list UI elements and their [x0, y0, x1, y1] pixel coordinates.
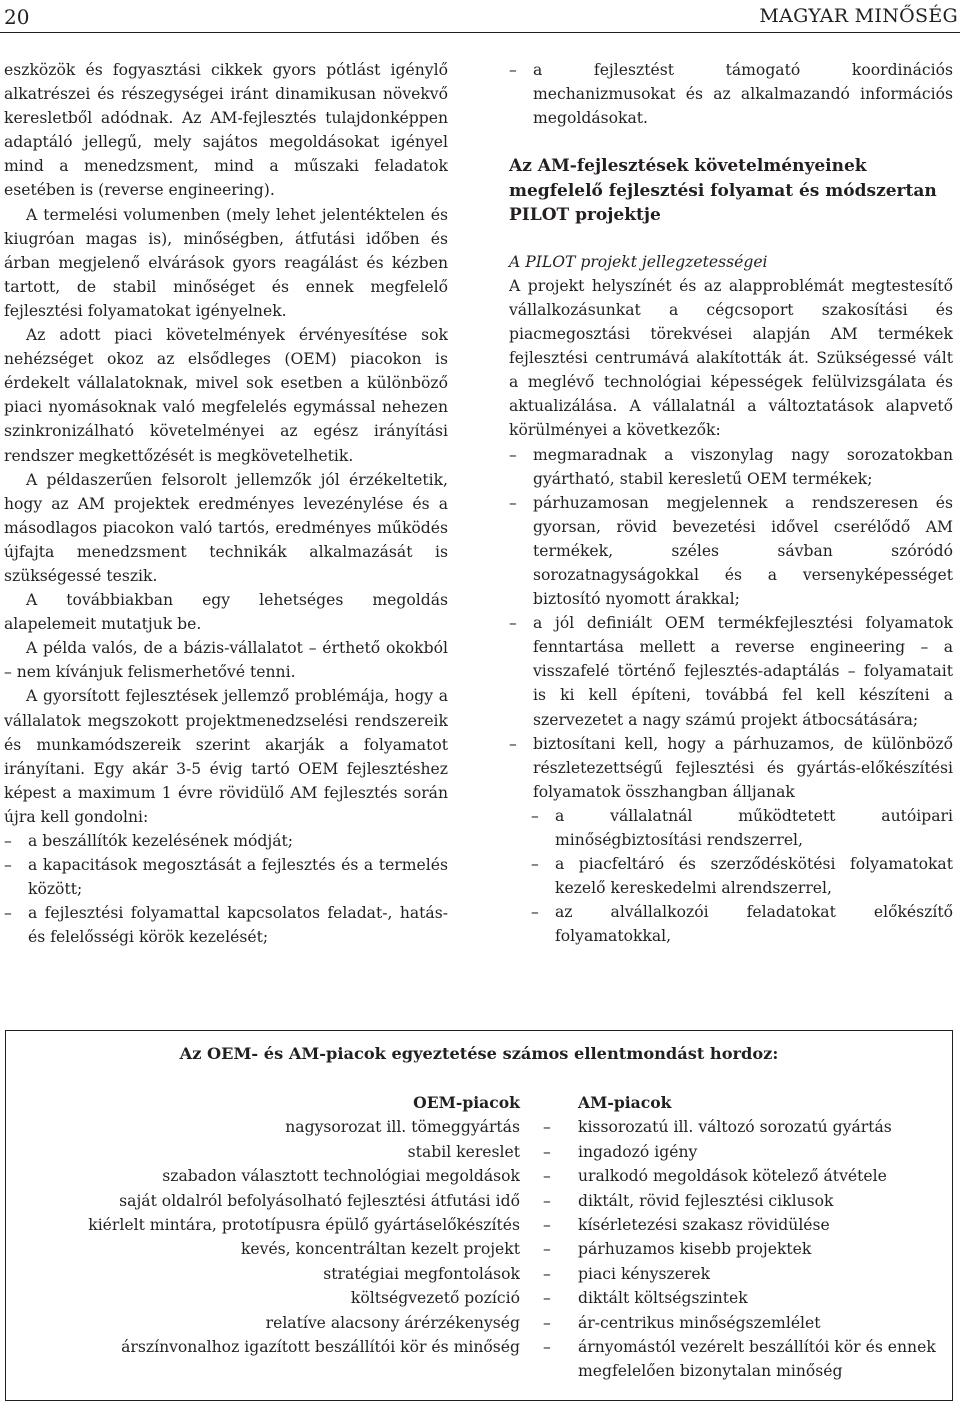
oem-cell: nagysorozat ill. tömeggyártás: [285, 1118, 520, 1137]
oem-cell: kevés, koncentráltan kezelt projekt: [240, 1240, 520, 1259]
table-header-row: [6, 1091, 952, 1115]
oem-cell: költségvezető pozíció: [350, 1289, 520, 1308]
am-cell: ár-centrikus minőségszemlélet: [578, 1313, 821, 1332]
list-item: – a fejlesztési folyamattal kapcsolatos feladat-, hatás- és felelősségi körök kezelését;: [4, 901, 448, 949]
am-cell: kissorozatú ill. változó sorozatú gyártás: [578, 1118, 892, 1137]
am-cell: árnyomástól vezérelt beszállítói kör és ennek megfelelően bizonytalan minőség: [578, 1337, 936, 1381]
list-item: – a beszállítók kezelésének módját;: [4, 829, 448, 853]
oem-cell: stratégiai megfontolások: [323, 1264, 520, 1283]
oem-cell: saját oldalról befolyásolható fejlesztési átfutási idő: [119, 1191, 520, 1210]
am-cell: párhuzamos kisebb projektek: [578, 1240, 812, 1259]
paragraph: A példaszerűen felsorolt jellemzők jól érzékeltetik, hogy az AM projektek eredményes levezénylése és a másodlagos piacokon való tartós, eredményes működés újfajta menedzsment technikák alkalmazását is szükségessé teszik.: [4, 470, 448, 585]
oem-cell: szabadon választott technológiai megoldások: [162, 1167, 520, 1186]
section-heading: Az AM-fejlesztések követelményeinek megfelelő fejlesztési folyamat és módszertan PILOT projektje: [509, 156, 937, 226]
am-cell: uralkodó megoldások kötelező átvétele: [578, 1167, 887, 1186]
list-item: – a jól definiált OEM termékfejlesztési folyamatok fenntartása mellett a reverse engineering – a visszafelé történő fejlesztés-adaptálás – folyamatait is ki kell építeni, továbbá fel kell készíteni a szervezetet a nagy számú projekt átbocsátására;: [509, 611, 953, 731]
table-row: [6, 1335, 952, 1384]
dash-separator: –: [543, 1313, 551, 1332]
paragraph: A gyorsított fejlesztések jellemző problémája, hogy a vállalatok megszokott projektmenedzselési rendszereik és munkamódszereik szerint akarják a folyamatot irányítani. Egy akár 3-5 évig tartó OEM fejlesztéshez képest a maximum 1 évre rövidülő AM fejlesztés során újra kell gondolni:: [4, 687, 448, 826]
subsection-heading: A PILOT projekt jellegzetességei: [509, 252, 768, 271]
dash-separator: –: [543, 1118, 551, 1137]
am-cell: ingadozó igény: [578, 1142, 698, 1161]
oem-cell: stabil kereslet: [407, 1142, 520, 1161]
dash-separator: –: [543, 1167, 551, 1186]
paragraph: A továbbiakban egy lehetséges megoldás alapelemeit mutatjuk be.: [4, 591, 448, 634]
paragraph: A termelési volumenben (mely lehet jelentéktelen és kiugróan magas is), minőségben, átfutási időben és árban megjelenő elvárások gyors reagálást és kézben tartott, de stabil minőséget és ennek megfelelő fejlesztési folyamatokat igényelnek.: [4, 205, 448, 320]
oem-header: OEM-piacok: [413, 1093, 520, 1112]
oem-cell: árszínvonalhoz igazított beszállítói kör és minőség: [121, 1337, 520, 1356]
table-row: [6, 1213, 952, 1237]
dash-separator: –: [543, 1191, 551, 1210]
dash-separator: –: [543, 1142, 551, 1161]
dash-separator: –: [543, 1240, 551, 1259]
comparison-table: [6, 1091, 952, 1384]
page-number: 20: [4, 5, 30, 29]
sub-list-item: – az alvállalkozói feladatokat előkészítő folyamatokkal,: [509, 900, 953, 948]
dash-separator: –: [543, 1264, 551, 1283]
am-cell: diktált költségszintek: [578, 1289, 748, 1308]
oem-cell: relatíve alacsony árérzékenység: [265, 1313, 520, 1332]
list-item: – biztosítani kell, hogy a párhuzamos, de különböző részletezettségű fejlesztési és gyártás-előkészítési folyamatok összhangban álljanak: [509, 732, 953, 804]
table-row: [6, 1237, 952, 1261]
paragraph: eszközök és fogyasztási cikkek gyors pótlást igénylő alkatrészei és részegységei iránt dinamikusan növekvő keresletből adódnak. Az AM-fejlesztés tulajdonképpen adaptáló jellegű, mely sajátos megoldásokat igényel mind a menedzsment, mind a műszaki feladatok esetében is (reverse engineering).: [4, 61, 448, 200]
box-title: Az OEM- és AM-piacok egyeztetése számos ellentmondást hordoz:: [179, 1044, 779, 1063]
page-header: [0, 0, 960, 34]
paragraph: Az adott piaci követelmények érvényesítése sok nehézséget okoz az elsődleges (OEM) piacokon is érdekelt vállalatoknak, mivel sok esetben a különböző piaci nyomásoknak való megfelelés egymással nehezen szinkronizálható követelményei az egész irányítási rendszer megkettőzését is megkövetelhetik.: [4, 326, 448, 465]
dash-separator: –: [543, 1289, 551, 1308]
table-row: [6, 1115, 952, 1139]
am-cell: diktált, rövid fejlesztési ciklusok: [578, 1191, 834, 1210]
am-cell: piaci kényszerek: [578, 1264, 711, 1283]
left-column: [4, 58, 448, 949]
table-row: [6, 1262, 952, 1286]
paragraph: A projekt helyszínét és az alapproblémát megtestesítő vállalkozásunkat a cégcsoport szakosítási és piacmegosztási törekvései alapján AM termékek fejlesztési centrumává alakították át. Szükségessé vált a meglévő technológiai képességek felülvizsgálata és aktualizálása. A vállalatnál a változtatások alapvető körülményei a következők:: [509, 276, 953, 440]
table-row: [6, 1189, 952, 1213]
table-row: [6, 1140, 952, 1164]
comparison-box: [5, 1030, 953, 1401]
table-row: [6, 1311, 952, 1335]
sub-list-item: – a vállalatnál működtetett autóipari minőségbiztosítási rendszerrel,: [509, 804, 953, 852]
dash-separator: –: [543, 1215, 551, 1234]
am-cell: kísérletezési szakasz rövidülése: [578, 1215, 830, 1234]
table-row: [6, 1286, 952, 1310]
list-item: – megmaradnak a viszonylag nagy sorozatokban gyártható, stabil keresletű OEM termékek;: [509, 443, 953, 491]
am-header: AM-piacok: [578, 1093, 672, 1112]
list-item: – a fejlesztést támogató koordinációs mechanizmusokat és az alkalmazandó információs megoldásokat.: [509, 58, 953, 130]
list-item: – párhuzamosan megjelennek a rendszeresen és gyorsan, rövid bevezetési idővel cserélődő AM termékek, széles sávban szóródó sorozatnagyságokkal és a versenyképességet biztosító nyomott árakkal;: [509, 491, 953, 611]
header-rule: [0, 32, 960, 33]
dash-separator: –: [543, 1337, 551, 1356]
sub-list-item: – a piacfeltáró és szerződéskötési folyamatokat kezelő kereskedelmi alrendszerrel,: [509, 852, 953, 900]
right-column: [509, 58, 953, 949]
table-row: [6, 1164, 952, 1188]
oem-cell: kiérlelt mintára, prototípusra épülő gyártáselőkészítés: [88, 1215, 520, 1234]
list-item: – a kapacitások megosztását a fejlesztés és a termelés között;: [4, 853, 448, 901]
journal-title: MAGYAR MINŐSÉG: [759, 5, 958, 27]
paragraph: A példa valós, de a bázis-vállalatot – érthető okokból – nem kívánjuk felismerhetővé tenni.: [4, 639, 448, 682]
